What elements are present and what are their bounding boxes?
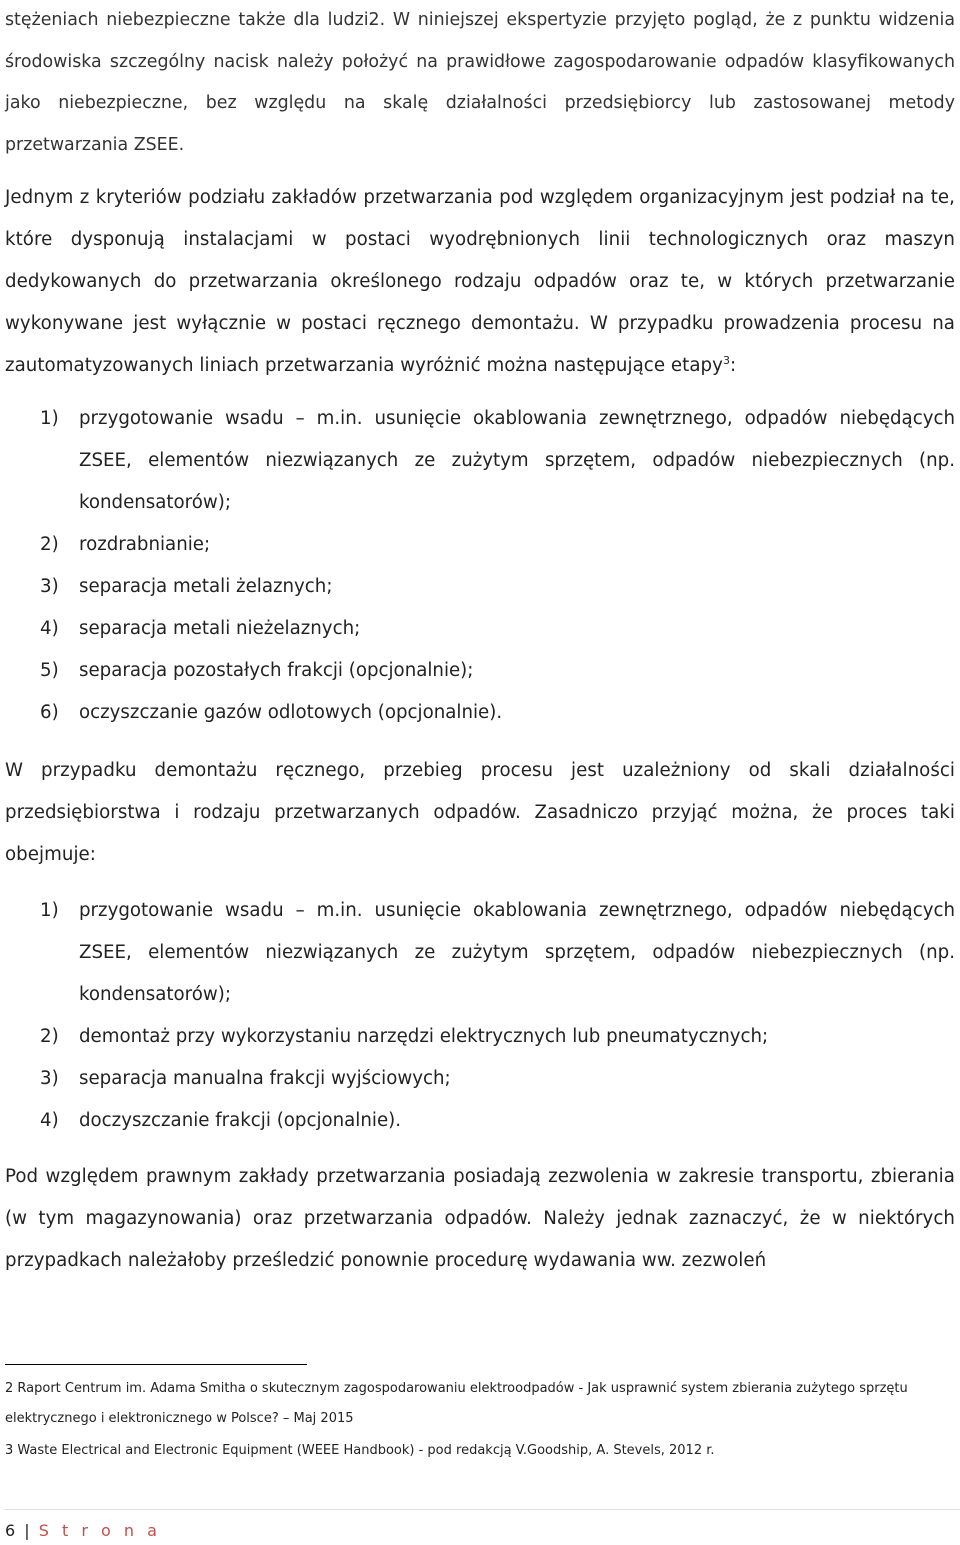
list-item-text: demontaż przy wykorzystaniu narzędzi elektrycznych lub pneumatycznych; bbox=[79, 1026, 769, 1047]
paragraph-legal-permits: Pod względem prawnym zakłady przetwarzania posiadają zezwolenia w zakresie transportu, zbierania (w tym magazynowania) oraz przetwarzania odpadów. Należy jednak zaznaczyć, że w niektórych przypadkach należałoby prześledzić ponownie procedurę wydawania ww. zezwoleń bbox=[5, 1166, 955, 1271]
list-item-text: separacja manualna frakcji wyjściowych; bbox=[79, 1068, 451, 1089]
footnote-ref-3: 3 bbox=[722, 353, 730, 367]
list-item bbox=[5, 1016, 955, 1058]
list-item bbox=[5, 1100, 955, 1142]
list-item bbox=[5, 890, 955, 1016]
list-item-number: 4) bbox=[40, 1110, 59, 1131]
footnote-2: 2 Raport Centrum im. Adama Smitha o skutecznym zagospodarowaniu elektroodpadów - Jak usprawnić system zbierania zużytego sprzętu elektrycznego i elektronicznego w Polsce? – Maj 2015 bbox=[5, 1381, 908, 1426]
list-item-text: rozdrabnianie; bbox=[79, 534, 211, 555]
list-item-number: 4) bbox=[40, 618, 59, 639]
list-item-number: 2) bbox=[40, 534, 59, 555]
list-item-text: separacja pozostałych frakcji (opcjonalnie); bbox=[79, 660, 474, 681]
list-item-number: 5) bbox=[40, 660, 59, 681]
paragraph-processing-criteria bbox=[5, 177, 955, 387]
list-item-number: 6) bbox=[40, 702, 59, 723]
manual-stages-list bbox=[5, 890, 955, 1142]
footnote-separator bbox=[5, 1364, 307, 1365]
list-item-number: 3) bbox=[40, 1068, 59, 1089]
paragraph-processing-criteria-text: Jednym z kryteriów podziału zakładów przetwarzania pod względem organizacyjnym jest podział na te, które dysponują instalacjami w postaci wyodrębnionych linii technologicznych oraz maszyn dedykowanych do przetwarzania określonego rodzaju odpadów oraz te, w których przetwarzanie wykonywane jest wyłącznie w postaci ręcznego demontażu. W przypadku prowadzenia procesu na zautomatyzowanych liniach przetwarzania wyróżnić można następujące etapy bbox=[5, 187, 955, 376]
list-item bbox=[5, 566, 955, 608]
footer-separator: | bbox=[24, 1521, 30, 1540]
intro-paragraph: stężeniach niebezpieczne także dla ludzi2. W niniejszej ekspertyzie przyjęto pogląd, że z punktu widzenia środowiska szczególny nacisk należy położyć na prawidłowe zagospodarowanie odpadów klasyfikowanych jako niebezpieczne, bez względu na skalę działalności przedsiębiorcy lub zastosowanej metody przetwarzania ZSEE. bbox=[5, 10, 955, 155]
document-page bbox=[5, 0, 955, 1540]
list-item-text: separacja metali żelaznych; bbox=[79, 576, 333, 597]
page-number: 6 bbox=[5, 1521, 16, 1540]
paragraph-processing-criteria-tail: : bbox=[730, 355, 737, 376]
list-item bbox=[5, 692, 955, 734]
list-item-number: 3) bbox=[40, 576, 59, 597]
list-item-number: 2) bbox=[40, 1026, 59, 1047]
list-item-text: przygotowanie wsadu – m.in. usunięcie okablowania zewnętrznego, odpadów niebędących ZSEE, elementów niezwiązanych ze zużytym sprzętem, odpadów niebezpiecznych (np. kondensatorów); bbox=[79, 408, 955, 513]
list-item bbox=[5, 1058, 955, 1100]
paragraph-manual-disassembly: W przypadku demontażu ręcznego, przebieg procesu jest uzależniony od skali działalności przedsiębiorstwa i rodzaju przetwarzanych odpadów. Zasadniczo przyjąć można, że proces taki obejmuje: bbox=[5, 760, 955, 865]
list-item bbox=[5, 398, 955, 524]
list-item-text: doczyszczanie frakcji (opcjonalnie). bbox=[79, 1110, 402, 1131]
list-item bbox=[5, 650, 955, 692]
page-footer bbox=[5, 1521, 161, 1540]
automated-stages-list bbox=[5, 398, 955, 734]
footer-rule bbox=[5, 1509, 960, 1510]
list-item bbox=[5, 608, 955, 650]
footer-page-label: S t r o n a bbox=[38, 1521, 161, 1540]
list-item-text: oczyszczanie gazów odlotowych (opcjonalnie). bbox=[79, 702, 503, 723]
list-item-text: separacja metali nieżelaznych; bbox=[79, 618, 361, 639]
list-item-number: 1) bbox=[40, 408, 59, 429]
footnotes bbox=[5, 1374, 955, 1466]
list-item-number: 1) bbox=[40, 900, 59, 921]
footnote-3: 3 Waste Electrical and Electronic Equipment (WEEE Handbook) - pod redakcją V.Goodship, A. Stevels, 2012 r. bbox=[5, 1443, 715, 1458]
list-item bbox=[5, 524, 955, 566]
list-item-text: przygotowanie wsadu – m.in. usunięcie okablowania zewnętrznego, odpadów niebędących ZSEE, elementów niezwiązanych ze zużytym sprzętem, odpadów niebezpiecznych (np. kondensatorów); bbox=[79, 900, 955, 1005]
